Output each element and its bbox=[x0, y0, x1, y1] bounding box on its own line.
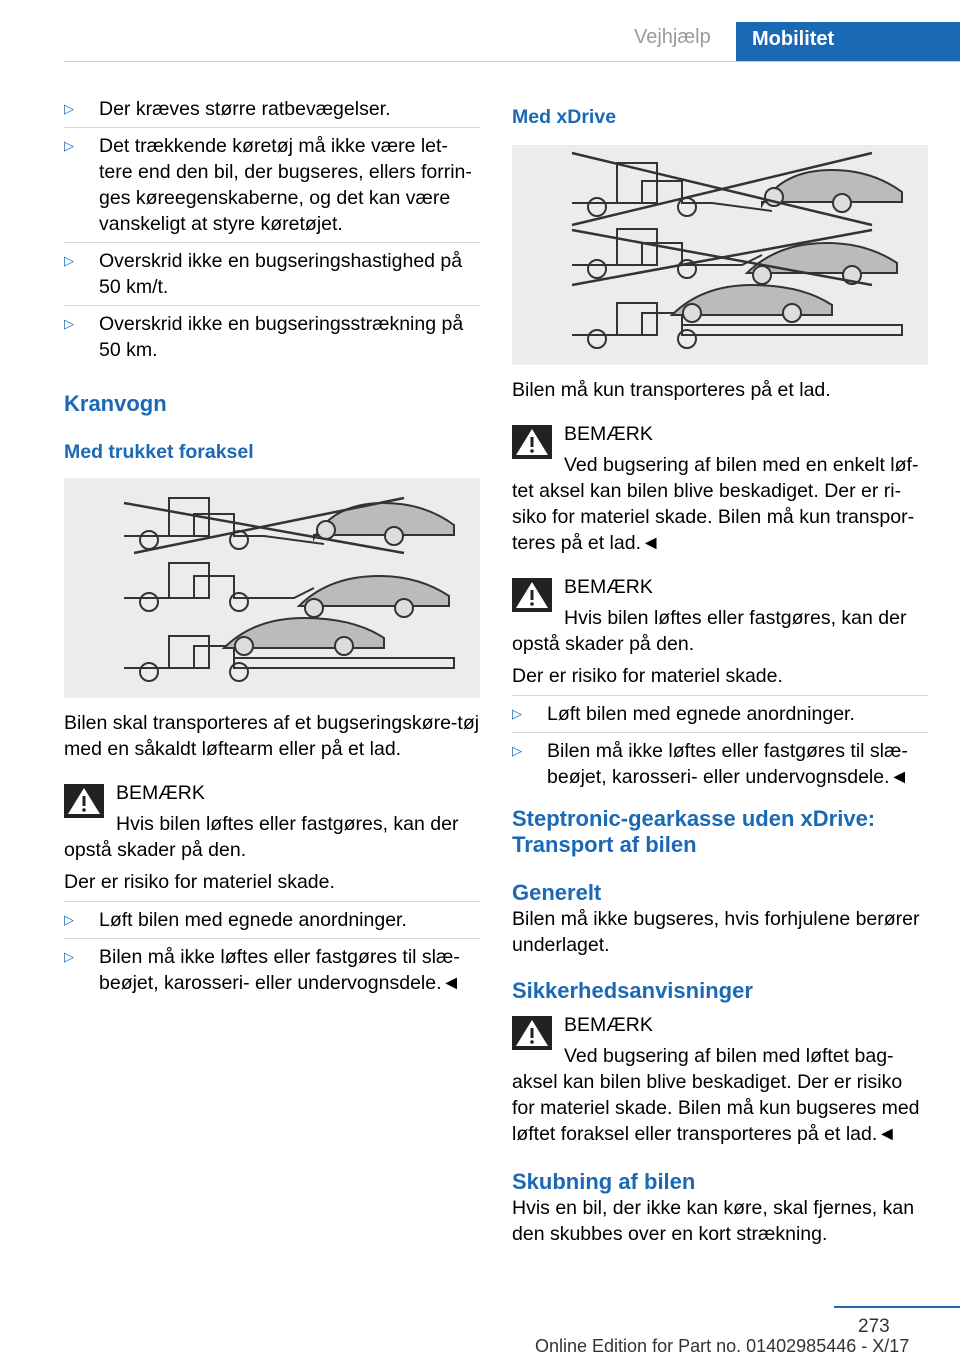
subsection-title: Med trukket foraksel bbox=[64, 441, 254, 463]
tow-truck-illustration-icon bbox=[64, 478, 480, 698]
warning-text-rest: tet aksel kan bilen blive beskadiget. Der er ri-siko for materiel skade. Bilen må kun transpor-teres på et lad.◄ bbox=[512, 480, 915, 554]
footer-divider bbox=[834, 1306, 960, 1308]
list-item: ▷ Løft bilen med egnede anordninger. bbox=[512, 703, 855, 725]
tow-illustration bbox=[64, 478, 480, 698]
risk-text: Der er risiko for materiel skade. bbox=[512, 665, 783, 687]
warning-title: BEMÆRK bbox=[116, 782, 205, 804]
warning-box bbox=[512, 421, 928, 556]
page-header bbox=[0, 0, 960, 62]
triangle-bullet-icon: ▷ bbox=[64, 253, 74, 268]
triangle-bullet-icon: ▷ bbox=[64, 101, 74, 116]
warning-text-first: Hvis bilen løftes eller fastgøres, kan der bbox=[564, 607, 907, 629]
figure-caption: Bilen skal transporteres af et bugseringskøre-tøj med en såkaldt løftearm eller på et lad. bbox=[64, 712, 480, 760]
warning-text-first: Ved bugsering af bilen med løftet bag- bbox=[564, 1045, 894, 1067]
warning-title: BEMÆRK bbox=[564, 576, 653, 598]
warning-text-rest: aksel kan bilen blive beskadiget. Der er risiko for materiel skade. Bilen må kun bugseres med løftet foraksel eller transporteres på et lad.◄ bbox=[512, 1071, 920, 1145]
footer-edition: Online Edition for Part no. 01402985446 - X/17 bbox=[535, 1336, 910, 1356]
page-number: 273 bbox=[858, 1316, 890, 1337]
list-item: ▷ Overskrid ikke en bugseringshastighed på 50 km/t. bbox=[64, 242, 480, 300]
warning-text-first: Hvis bilen løftes eller fastgøres, kan der bbox=[116, 813, 459, 835]
header-divider bbox=[64, 61, 960, 62]
triangle-bullet-icon: ▷ bbox=[64, 912, 74, 927]
warning-text-first: Ved bugsering af bilen med en enkelt løf- bbox=[564, 454, 919, 476]
triangle-bullet-icon: ▷ bbox=[64, 316, 74, 331]
subsection-title-xdrive: Med xDrive bbox=[512, 106, 617, 128]
bullet-list-bottom bbox=[64, 901, 480, 996]
tab-vejhjaelp[interactable]: Vejhjælp bbox=[634, 26, 711, 48]
section-title-steptronic: Steptronic-gearkasse uden xDrive: Transport af bilen bbox=[512, 806, 876, 857]
bullet-list bbox=[512, 695, 928, 790]
warning-title: BEMÆRK bbox=[564, 1014, 653, 1036]
triangle-bullet-icon: ▷ bbox=[512, 743, 522, 758]
list-item: ▷ Bilen må ikke løftes eller fastgøres til slæ-beøjet, karosseri- eller undervognsdele.◄ bbox=[64, 938, 480, 996]
list-item: ▷ Overskrid ikke en bugseringsstrækning på 50 km. bbox=[64, 305, 480, 363]
warning-box bbox=[512, 574, 928, 657]
tab-mobilitet[interactable]: Mobilitet bbox=[736, 22, 960, 62]
list-item: ▷ Løft bilen med egnede anordninger. bbox=[64, 909, 407, 931]
list-item: ▷ Bilen må ikke løftes eller fastgøres til slæ-beøjet, karosseri- eller undervognsdele.◄ bbox=[512, 732, 928, 790]
warning-triangle-icon bbox=[512, 1016, 552, 1050]
list-item: ▷ Der kræves større ratbevægelser. bbox=[64, 98, 391, 120]
warning-triangle-icon bbox=[64, 784, 104, 818]
warning-text-rest: opstå skader på den. bbox=[512, 633, 695, 655]
triangle-bullet-icon: ▷ bbox=[64, 949, 74, 964]
left-column bbox=[64, 96, 480, 1001]
list-item: ▷ Det trækkende køretøj må ikke være let-tere end den bil, der bugseres, ellers forrin-ges køreegenskaberne, og det kan være vanskeligt at styre køretøjet. bbox=[64, 127, 480, 237]
warning-title: BEMÆRK bbox=[564, 423, 653, 445]
warning-text-rest: opstå skader på den. bbox=[64, 839, 247, 861]
right-column bbox=[512, 96, 928, 1247]
general-text: Bilen må ikke bugseres, hvis forhjulene berører underlaget. bbox=[512, 908, 920, 956]
push-text: Hvis en bil, der ikke kan køre, skal fjernes, kan den skubbes over en kort strækning. bbox=[512, 1197, 915, 1245]
warning-box bbox=[512, 1012, 928, 1147]
subsection-title-generelt: Generelt bbox=[512, 880, 602, 905]
bullet-list-top bbox=[64, 96, 480, 363]
flatbed-illustration bbox=[512, 145, 928, 365]
warning-triangle-icon bbox=[512, 578, 552, 612]
subsection-title-push: Skubning af bilen bbox=[512, 1169, 696, 1194]
risk-text: Der er risiko for materiel skade. bbox=[64, 871, 335, 893]
warning-triangle-icon bbox=[512, 425, 552, 459]
section-title-kranvogn: Kranvogn bbox=[64, 391, 167, 416]
subsection-title-safety: Sikkerhedsanvisninger bbox=[512, 978, 753, 1003]
figure-caption: Bilen må kun transporteres på et lad. bbox=[512, 379, 831, 401]
triangle-bullet-icon: ▷ bbox=[512, 706, 522, 721]
warning-box bbox=[64, 780, 480, 863]
triangle-bullet-icon: ▷ bbox=[64, 138, 74, 153]
flatbed-truck-illustration-icon bbox=[512, 145, 928, 365]
